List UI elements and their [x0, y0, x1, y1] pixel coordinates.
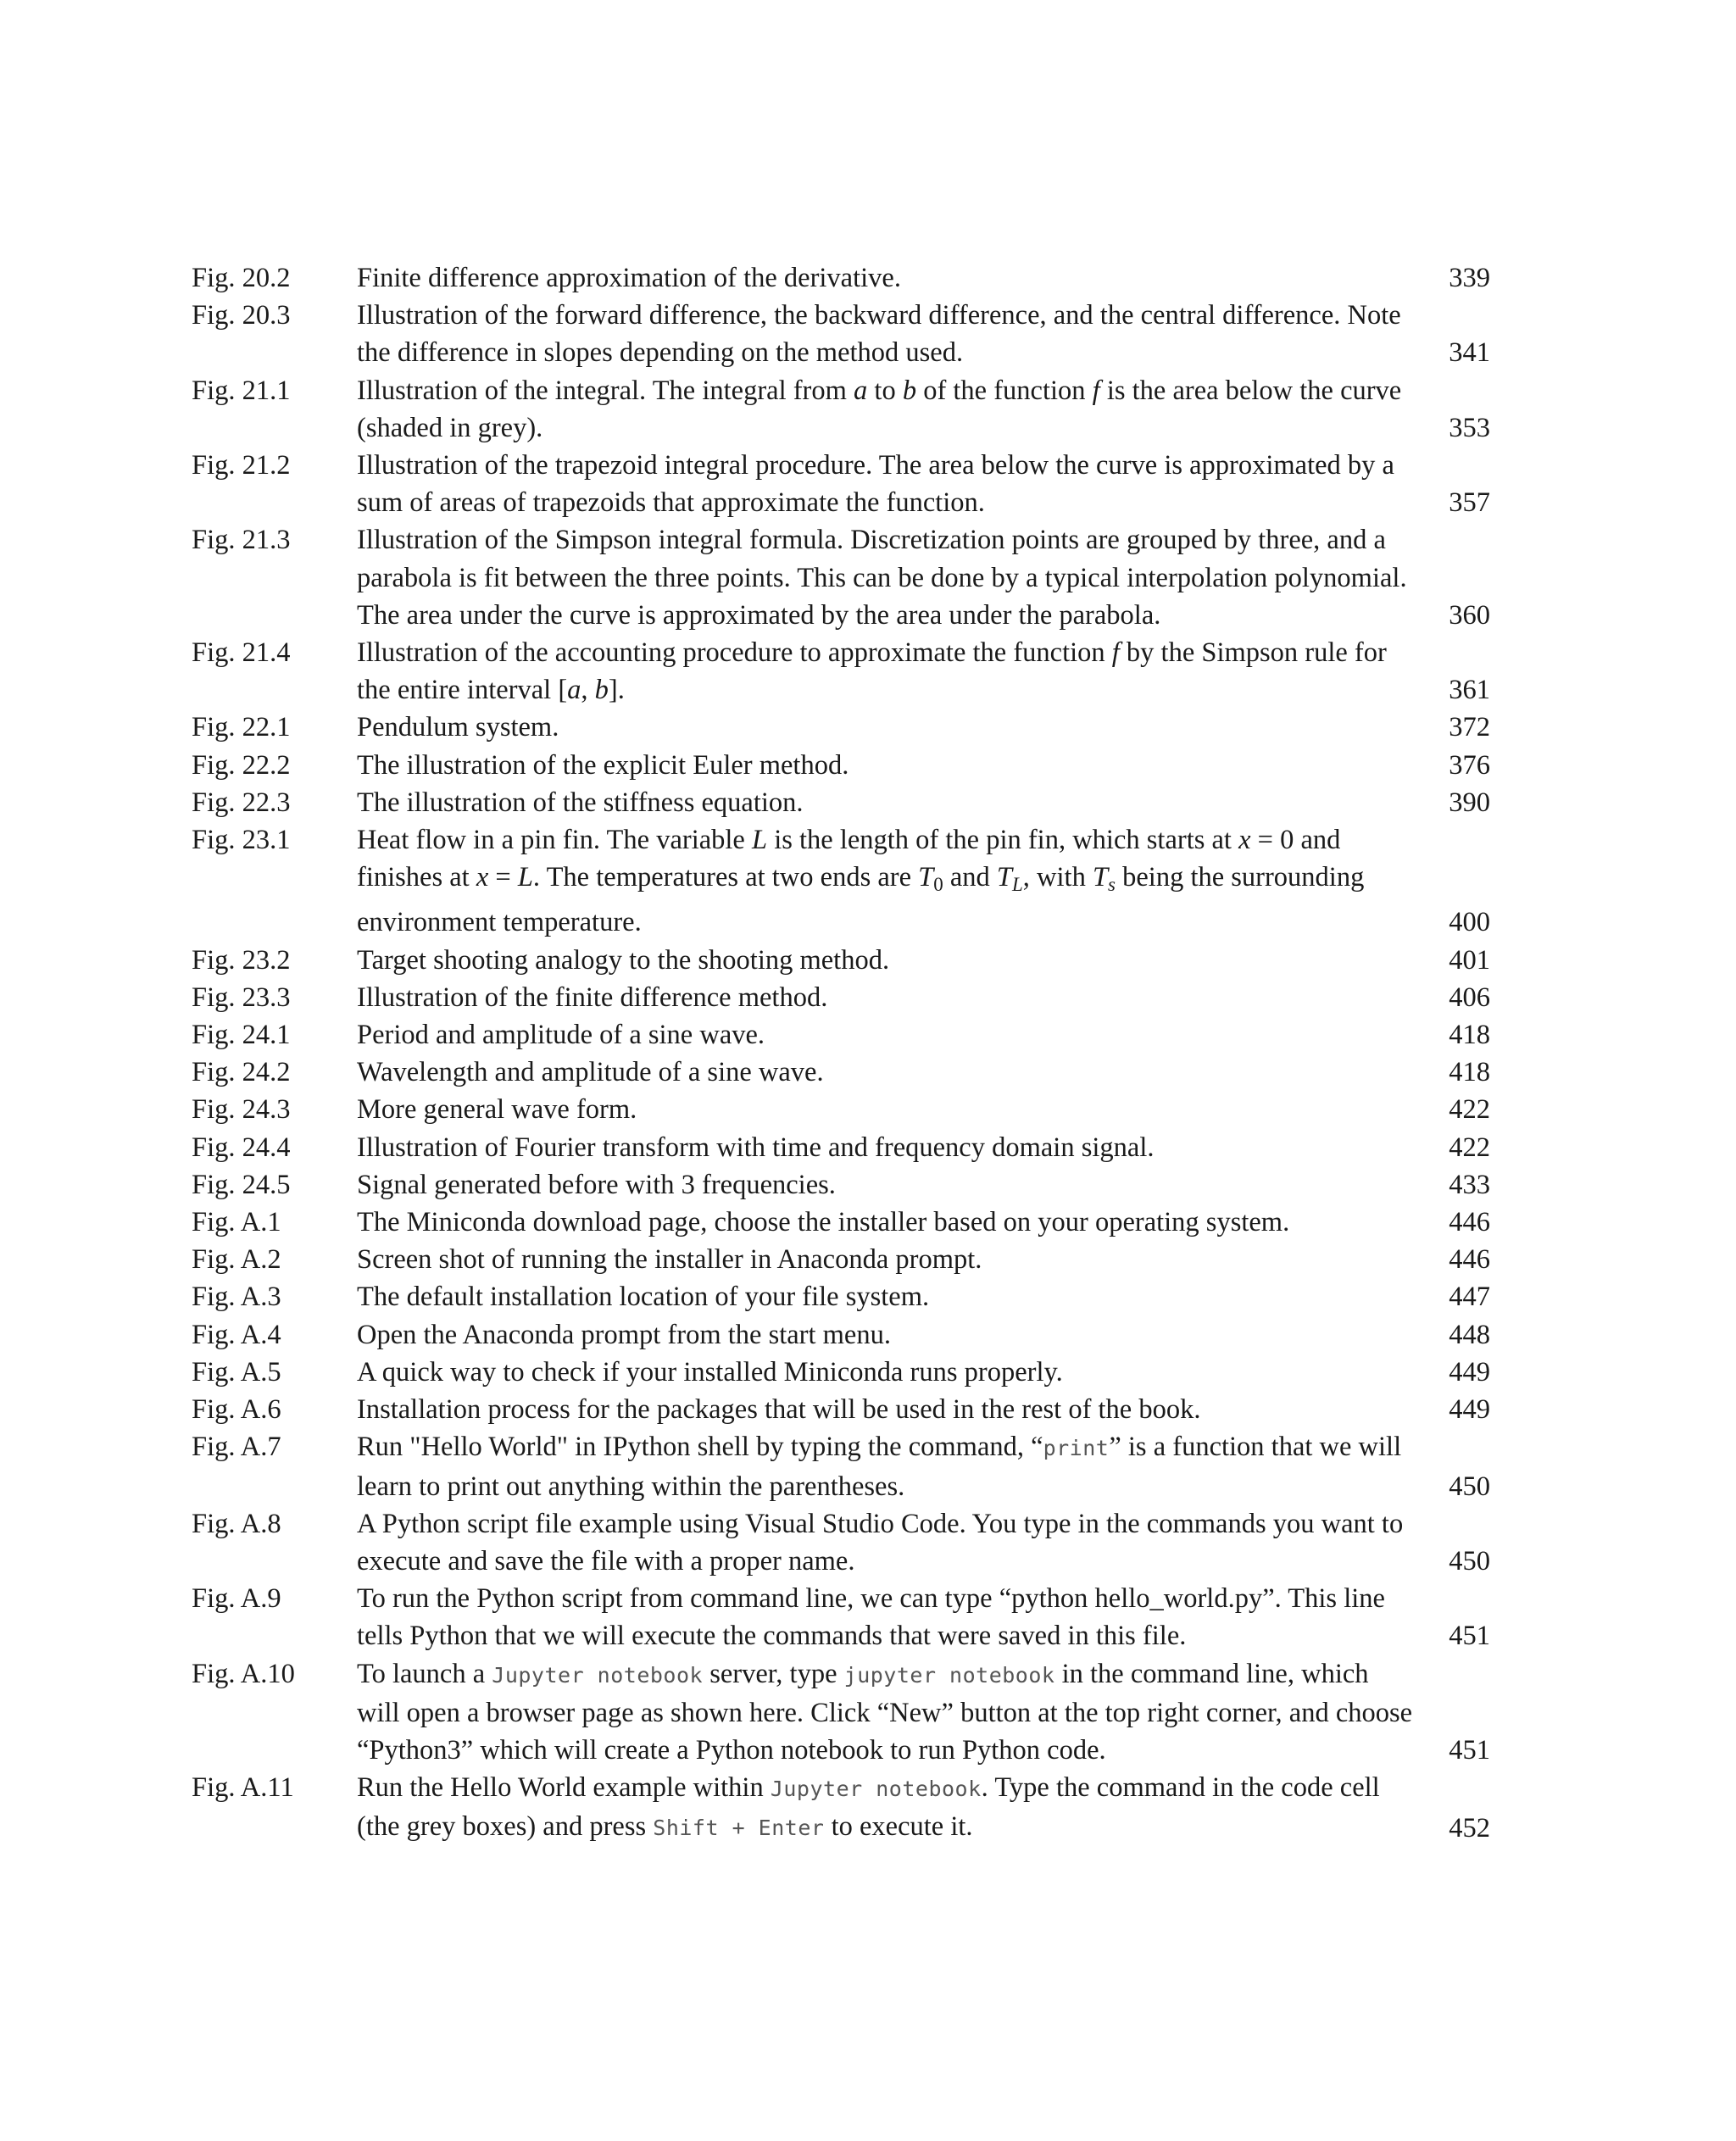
page-number: 451 [1449, 1621, 1490, 1652]
caption-line [357, 747, 1370, 784]
math-text: x [476, 862, 489, 893]
figure-label: Fig. A.5 [192, 1356, 281, 1387]
figure-label: Fig. A.9 [192, 1583, 281, 1615]
caption-text: The illustration of the explicit Euler method. [357, 749, 849, 781]
figure-label: Fig. 23.2 [192, 944, 291, 976]
caption-text: Run the Hello World example within [357, 1772, 771, 1804]
math-text: b [594, 675, 609, 706]
code-text: Jupyter notebook [770, 1777, 982, 1802]
page-number: 433 [1449, 1169, 1490, 1200]
figure-caption [357, 1428, 1402, 1504]
figure-caption [357, 1655, 1413, 1770]
caption-text: parabola is fit between the three points. This can be done by a typical interpolation polynomial. [357, 562, 1407, 593]
figure-entry [192, 979, 1490, 1016]
caption-text: to execute it. [824, 1811, 973, 1843]
figure-label: Fig. A.1 [192, 1207, 281, 1238]
caption-line [357, 1617, 1370, 1654]
figure-caption [357, 1054, 1370, 1091]
caption-text: Illustration of the integral. The integral from [357, 375, 854, 406]
math-text: T [1092, 862, 1109, 893]
caption-text: Illustration of the trapezoid integral procedure. The area below the curve is approximated by a [357, 450, 1394, 481]
figure-caption [357, 1580, 1385, 1654]
figure-label: Fig. 24.3 [192, 1094, 291, 1126]
figure-entry [192, 1655, 1490, 1770]
math-text: b [902, 375, 917, 406]
caption-line [357, 1769, 1380, 1808]
page-number: 452 [1449, 1813, 1490, 1844]
figure-label: Fig. 21.3 [192, 525, 291, 556]
page-number: 422 [1449, 1132, 1490, 1163]
figure-label: Fig. 22.3 [192, 787, 291, 818]
page-number: 451 [1449, 1734, 1490, 1766]
figure-label: Fig. 24.4 [192, 1132, 291, 1163]
figure-entry [192, 1129, 1490, 1166]
page-number: 418 [1449, 1057, 1490, 1088]
figure-entry [192, 821, 1490, 942]
figure-entry [192, 259, 1490, 297]
code-text: Shift + Enter [653, 1816, 825, 1841]
figure-caption [357, 1316, 1370, 1354]
caption-line [357, 1166, 1370, 1204]
figure-label: Fig. A.8 [192, 1508, 281, 1539]
caption-line [357, 597, 1370, 634]
figure-label: Fig. 22.2 [192, 749, 291, 781]
caption-line [357, 447, 1394, 484]
page-number: 450 [1449, 1545, 1490, 1577]
math-text: f [1092, 375, 1100, 406]
caption-text: Pendulum system. [357, 712, 559, 743]
figure-caption [357, 709, 1370, 746]
caption-text: More general wave form. [357, 1094, 637, 1126]
figure-entry [192, 447, 1490, 521]
caption-text: Illustration of Fourier transform with time and frequency domain signal. [357, 1132, 1155, 1163]
page-number: 401 [1449, 944, 1490, 976]
caption-line [357, 1129, 1370, 1166]
figure-label: Fig. A.4 [192, 1319, 281, 1350]
page-number: 450 [1449, 1471, 1490, 1502]
figure-label: Fig. 24.5 [192, 1169, 291, 1200]
page-number: 353 [1449, 412, 1490, 443]
figure-label: Fig. A.2 [192, 1244, 281, 1276]
page-number: 448 [1449, 1319, 1490, 1350]
figure-entry [192, 747, 1490, 784]
figure-caption [357, 942, 1370, 979]
caption-line [357, 859, 1370, 904]
caption-text: Finite difference approximation of the derivative. [357, 263, 901, 293]
caption-text: is the length of the pin fin, which starts at [767, 825, 1239, 856]
caption-text: , with [1022, 862, 1093, 893]
math-text: s [1108, 874, 1116, 896]
caption-text: tells Python that we will execute the commands that were saved in this file. [357, 1621, 1187, 1652]
caption-text: Open the Anaconda prompt from the start menu. [357, 1319, 891, 1350]
figure-label: Fig. 22.1 [192, 712, 291, 743]
caption-line [357, 334, 1370, 371]
caption-text: is the area below the curve [1099, 375, 1402, 406]
math-text: T [996, 862, 1012, 893]
math-text: 0 [933, 874, 943, 896]
caption-text: = [488, 862, 518, 893]
caption-text: Run "Hello World" in IPython shell by typing the command, “ [357, 1432, 1043, 1463]
caption-line [357, 1694, 1413, 1732]
caption-line [357, 1505, 1404, 1543]
code-text: Jupyter notebook [492, 1662, 704, 1688]
page-number: 341 [1449, 337, 1490, 369]
figure-entry [192, 784, 1490, 821]
figure-label: Fig. A.6 [192, 1394, 281, 1426]
caption-text: in the command line, which [1054, 1658, 1369, 1689]
caption-text: Screen shot of running the installer in Anaconda prompt. [357, 1244, 982, 1276]
math-text: L [1012, 874, 1023, 896]
page-number: 372 [1449, 712, 1490, 743]
page-number: 422 [1449, 1094, 1490, 1126]
caption-line [357, 1732, 1370, 1769]
caption-text: ]. [608, 675, 625, 706]
caption-text: environment temperature. [357, 907, 642, 938]
figure-caption [357, 1769, 1380, 1847]
figure-caption [357, 1129, 1370, 1166]
caption-text: , [581, 675, 595, 706]
caption-line [357, 559, 1407, 597]
caption-text: The illustration of the stiffness equation. [357, 787, 804, 818]
caption-text: . The temperatures at two ends are [532, 862, 919, 893]
code-text: jupyter notebook [843, 1662, 1055, 1688]
caption-line [357, 1655, 1370, 1694]
figure-entry [192, 1091, 1490, 1128]
figure-caption [357, 979, 1370, 1016]
figure-label: Fig. 23.1 [192, 825, 291, 856]
page-number: 449 [1449, 1356, 1490, 1387]
caption-text: execute and save the file with a proper name. [357, 1545, 855, 1577]
caption-text: ” is a function that we will [1109, 1432, 1402, 1463]
figure-caption [357, 1241, 1370, 1278]
caption-line [357, 709, 1370, 746]
caption-line [357, 904, 1370, 941]
caption-line [357, 1543, 1370, 1580]
caption-text: Illustration of the finite difference method. [357, 982, 828, 1013]
figure-entry [192, 942, 1490, 979]
figure-entry [192, 1391, 1490, 1428]
figure-entry [192, 1428, 1490, 1504]
page-number: 361 [1449, 675, 1490, 706]
math-text: a [567, 675, 581, 706]
caption-text: to [867, 375, 903, 406]
caption-text: (shaded in grey). [357, 412, 543, 443]
caption-line [357, 1204, 1370, 1241]
figure-label: Fig. A.3 [192, 1282, 281, 1313]
caption-text: A Python script file example using Visual Studio Code. You type in the commands you want to [357, 1508, 1404, 1539]
caption-text: To launch a [357, 1658, 492, 1689]
figure-entry [192, 1354, 1490, 1391]
caption-line [357, 1278, 1370, 1315]
page-number: 339 [1449, 263, 1490, 293]
caption-text: finishes at [357, 862, 476, 893]
math-text: L [751, 825, 768, 856]
caption-text: and [943, 862, 997, 893]
figure-caption [357, 372, 1402, 447]
math-text: f [1111, 637, 1120, 669]
caption-line [357, 942, 1370, 979]
figure-label: Fig. 21.4 [192, 637, 291, 669]
figure-label: Fig. 21.1 [192, 375, 291, 406]
caption-text: by the Simpson rule for [1119, 637, 1387, 669]
caption-line [357, 979, 1370, 1016]
math-text: a [854, 375, 868, 406]
caption-text: Heat flow in a pin fin. The variable [357, 825, 752, 856]
caption-text: sum of areas of trapezoids that approximate the function. [357, 487, 985, 519]
figure-entry [192, 1505, 1490, 1580]
figure-entry [192, 1278, 1490, 1315]
page-number: 406 [1449, 982, 1490, 1013]
figure-caption [357, 521, 1407, 634]
figure-caption [357, 747, 1370, 784]
page-number: 449 [1449, 1394, 1490, 1426]
figure-label: Fig. 20.2 [192, 263, 291, 293]
figure-entry [192, 521, 1490, 634]
page-number: 446 [1449, 1244, 1490, 1276]
caption-line [357, 1468, 1370, 1505]
caption-text: To run the Python script from command line, we can type “python hello_world.py”. This line [357, 1583, 1385, 1615]
figure-entry [192, 1241, 1490, 1278]
caption-text: Illustration of the Simpson integral formula. Discretization points are grouped by three, and a [357, 525, 1386, 556]
math-text: x [1238, 825, 1251, 856]
caption-line [357, 1580, 1385, 1617]
caption-text: Illustration of the forward difference, the backward difference, and the central difference. Note [357, 300, 1401, 331]
caption-line [357, 1316, 1370, 1354]
caption-text: Illustration of the accounting procedure to approximate the function [357, 637, 1112, 669]
figure-entry [192, 1166, 1490, 1204]
caption-text: The area under the curve is approximated by the area under the parabola. [357, 599, 1161, 631]
caption-line [357, 1054, 1370, 1091]
caption-line [357, 521, 1386, 559]
caption-line [357, 634, 1387, 671]
figure-entry [192, 634, 1490, 709]
caption-line [357, 1428, 1402, 1467]
figure-label: Fig. 24.1 [192, 1020, 291, 1051]
page-number: 360 [1449, 599, 1490, 631]
caption-text: = 0 and [1250, 825, 1341, 856]
caption-line [357, 1808, 1370, 1847]
caption-line [357, 1016, 1370, 1054]
caption-text: (the grey boxes) and press [357, 1811, 654, 1843]
figure-label: Fig. 20.3 [192, 300, 291, 331]
caption-line [357, 821, 1370, 859]
figure-entry [192, 1316, 1490, 1354]
figure-entry [192, 1204, 1490, 1241]
caption-line [357, 259, 1370, 297]
figure-caption [357, 784, 1370, 821]
caption-text: Wavelength and amplitude of a sine wave. [357, 1057, 824, 1088]
caption-line [357, 1354, 1370, 1391]
caption-text: “Python3” which will create a Python notebook to run Python code. [357, 1734, 1106, 1766]
caption-text: Target shooting analogy to the shooting method. [357, 944, 890, 976]
caption-text: will open a browser page as shown here. Click “New” button at the top right corner, and choose [357, 1697, 1413, 1728]
caption-text: the difference in slopes depending on the method used. [357, 337, 964, 369]
caption-line [357, 372, 1402, 409]
caption-text: The default installation location of your file system. [357, 1282, 930, 1313]
figure-caption [357, 1091, 1370, 1128]
figure-caption [357, 297, 1401, 371]
caption-text: of the function [916, 375, 1093, 406]
figure-label: Fig. 21.2 [192, 450, 291, 481]
figure-caption [357, 1391, 1370, 1428]
figure-label: Fig. A.10 [192, 1658, 295, 1689]
caption-line [357, 409, 1370, 447]
page-number: 376 [1449, 749, 1490, 781]
figure-caption [357, 447, 1394, 521]
math-text: T [918, 862, 934, 893]
caption-line [357, 1091, 1370, 1128]
figure-entry [192, 1580, 1490, 1654]
math-text: L [517, 862, 533, 893]
figure-label: Fig. 24.2 [192, 1057, 291, 1088]
figure-caption [357, 821, 1370, 942]
figure-label: Fig. 23.3 [192, 982, 291, 1013]
figure-caption [357, 1505, 1404, 1580]
caption-text: the entire interval [ [357, 675, 568, 706]
page-number: 447 [1449, 1282, 1490, 1313]
caption-text: Installation process for the packages that will be used in the rest of the book. [357, 1394, 1201, 1426]
page-number: 400 [1449, 907, 1490, 938]
caption-text: Signal generated before with 3 frequencies. [357, 1169, 836, 1200]
code-text: print [1043, 1436, 1110, 1461]
figure-entry [192, 1769, 1490, 1847]
caption-text: Period and amplitude of a sine wave. [357, 1020, 765, 1051]
figure-caption [357, 1354, 1370, 1391]
page-number: 390 [1449, 787, 1490, 818]
caption-line [357, 784, 1370, 821]
caption-line [357, 484, 1370, 521]
figure-label: Fig. A.11 [192, 1772, 294, 1804]
figure-caption [357, 1016, 1370, 1054]
caption-line [357, 1391, 1370, 1428]
figure-caption [357, 1204, 1370, 1241]
page-number: 418 [1449, 1020, 1490, 1051]
caption-text: The Miniconda download page, choose the installer based on your operating system. [357, 1207, 1290, 1238]
caption-text: A quick way to check if your installed Miniconda runs properly. [357, 1356, 1063, 1387]
figure-entry [192, 1054, 1490, 1091]
caption-line [357, 1241, 1370, 1278]
figure-caption [357, 1278, 1370, 1315]
figure-entry [192, 1016, 1490, 1054]
caption-text: being the surrounding [1115, 862, 1365, 893]
caption-line [357, 671, 1370, 709]
figure-entry [192, 297, 1490, 371]
figure-entry [192, 709, 1490, 746]
figure-caption [357, 259, 1370, 297]
list-of-figures [192, 259, 1490, 1848]
page-number: 446 [1449, 1207, 1490, 1238]
caption-text: . Type the command in the code cell [981, 1772, 1380, 1804]
figure-caption [357, 1166, 1370, 1204]
figure-label: Fig. A.7 [192, 1432, 281, 1463]
caption-text: learn to print out anything within the parentheses. [357, 1471, 905, 1502]
figure-caption [357, 634, 1387, 709]
figure-entry [192, 372, 1490, 447]
caption-text: server, type [703, 1658, 844, 1689]
caption-line [357, 297, 1401, 334]
page-number: 357 [1449, 487, 1490, 519]
